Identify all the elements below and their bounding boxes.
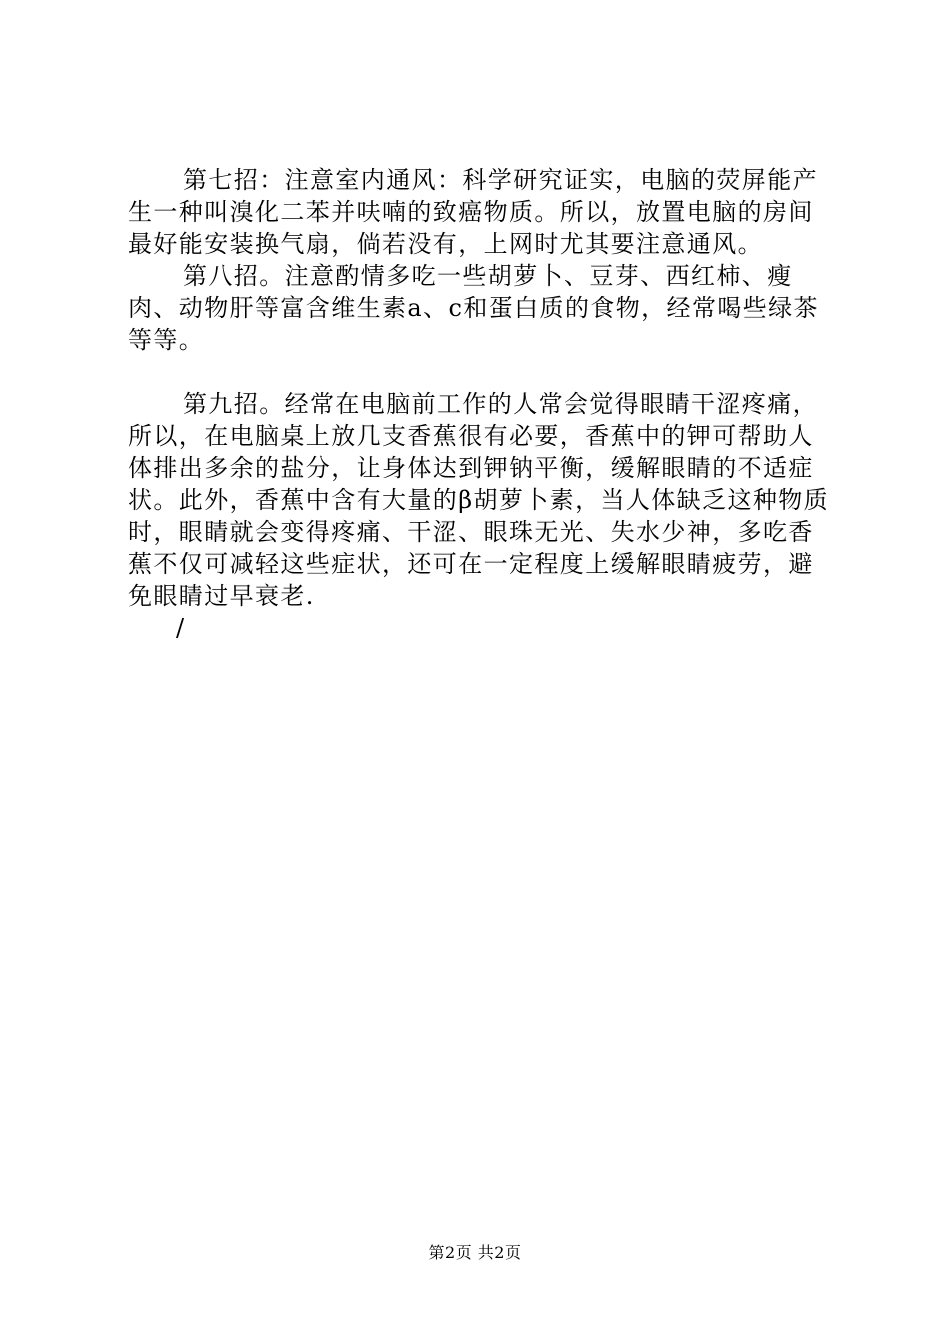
paragraph-tip-8: 第八招。注意酌情多吃一些胡萝卜、豆芽、西红柿、瘦肉、动物肝等富含维生素a、c和蛋白质的食物，经常喝些绿茶等等。 xyxy=(128,262,819,354)
page-number-label: 第2页 共2页 xyxy=(428,1243,522,1262)
paragraph-tip-9: 第九招。经常在电脑前工作的人常会觉得眼睛干涩疼痛，所以，在电脑桌上放几支香蕉很有必要，香蕉中的钾可帮助人体排出多余的盐分，让身体达到钾钠平衡，缓解眼睛的不适症状。此外，香蕉中含有大量的β胡萝卜素，当人体缺乏这种物质时，眼睛就会变得疼痛、干涩、眼珠无光、失水少神，多吃香蕉不仅可减轻这些症状，还可在一定程度上缓解眼睛疲劳，避免眼睛过早衰老. xyxy=(128,390,830,610)
page-footer xyxy=(0,1243,950,1263)
paragraph-tip-7: 第七招：注意室内通风：科学研究证实，电脑的荧屏能产生一种叫溴化二苯并呋喃的致癌物质。所以，放置电脑的房间最好能安装换气扇，倘若没有，上网时尤其要注意通风。 xyxy=(128,166,818,258)
trailing-slash-mark: / xyxy=(176,614,185,642)
document-body xyxy=(128,164,838,644)
paragraph-spacer xyxy=(128,356,838,388)
